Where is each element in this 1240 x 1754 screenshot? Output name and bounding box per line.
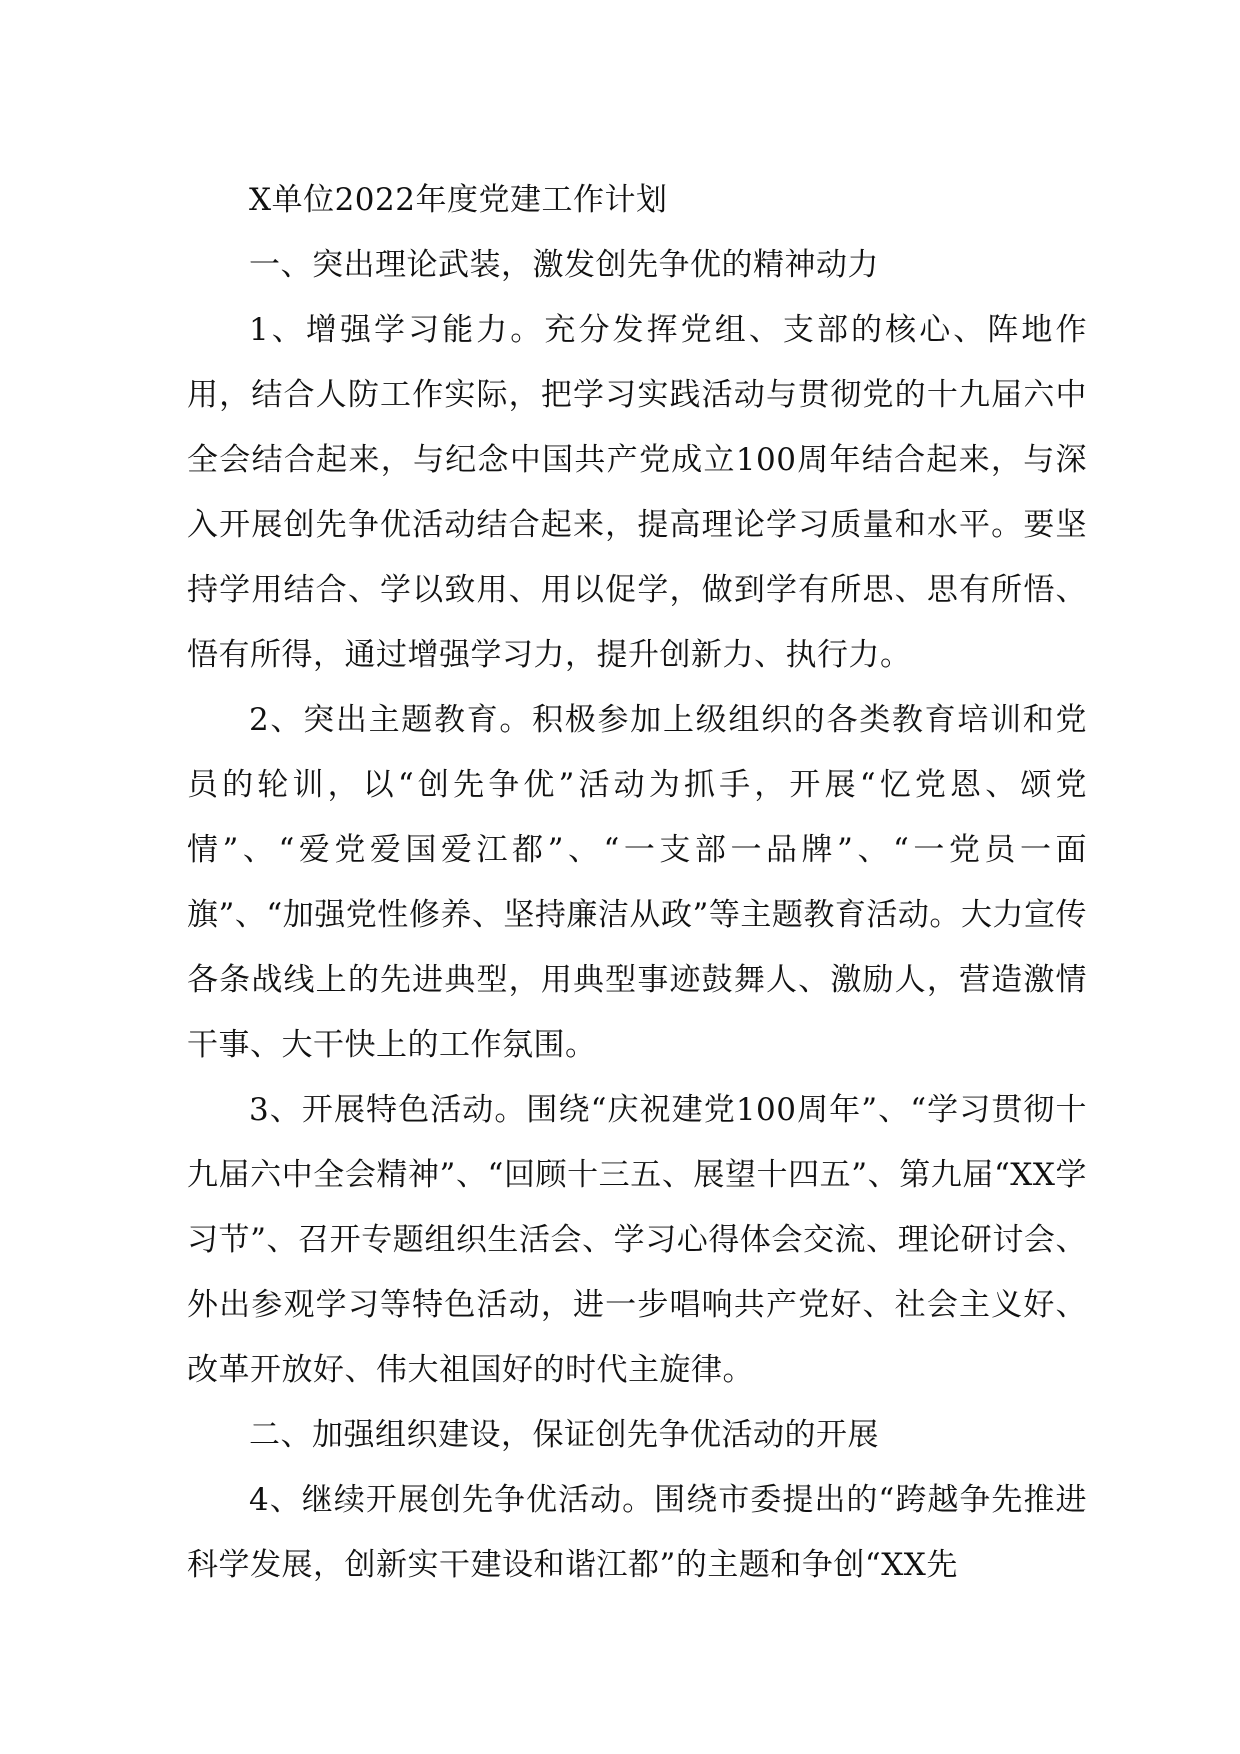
paragraph-2: 2、突出主题教育。积极参加上级组织的各类教育培训和党员的轮训，以“创先争优”活动为抓手，开展“忆党恩、颂党情”、“爱党爱国爱江都”、“一支部一品牌”、“一党员一面旗”、“加强党性修养、坚持廉洁从政”等主题教育活动。大力宣传各条战线上的先进典型，用典型事迹鼓舞人、激励人，营造激情干事、大干快上的工作氛围。 <box>187 702 1087 1063</box>
document-body <box>187 168 1087 1598</box>
section-heading-2: 二、加强组织建设，保证创先争优活动的开展 <box>249 1417 879 1453</box>
paragraph-3: 3、开展特色活动。围绕“庆祝建党100周年”、“学习贯彻十九届六中全会精神”、“回顾十三五、展望十四五”、第九届“XX学习节”、召开专题组织生活会、学习心得体会交流、理论研讨会、外出参观学习等特色活动，进一步唱响共产党好、社会主义好、改革开放好、伟大祖国好的时代主旋律。 <box>187 1092 1087 1388</box>
paragraph-1: 1、增强学习能力。充分发挥党组、支部的核心、阵地作用，结合人防工作实际，把学习实践活动与贯彻党的十九届六中全会结合起来，与纪念中国共产党成立100周年结合起来，与深入开展创先争优活动结合起来，提高理论学习质量和水平。要坚持学用结合、学以致用、用以促学，做到学有所思、思有所悟、悟有所得，通过增强学习力，提升创新力、执行力。 <box>187 312 1087 673</box>
document-title: X单位2022年度党建工作计划 <box>249 182 668 218</box>
section-heading-1: 一、突出理论武装，激发创先争优的精神动力 <box>249 247 879 283</box>
paragraph-4: 4、继续开展创先争优活动。围绕市委提出的“跨越争先推进科学发展，创新实干建设和谐江都”的主题和争创“XX先 <box>187 1482 1087 1583</box>
